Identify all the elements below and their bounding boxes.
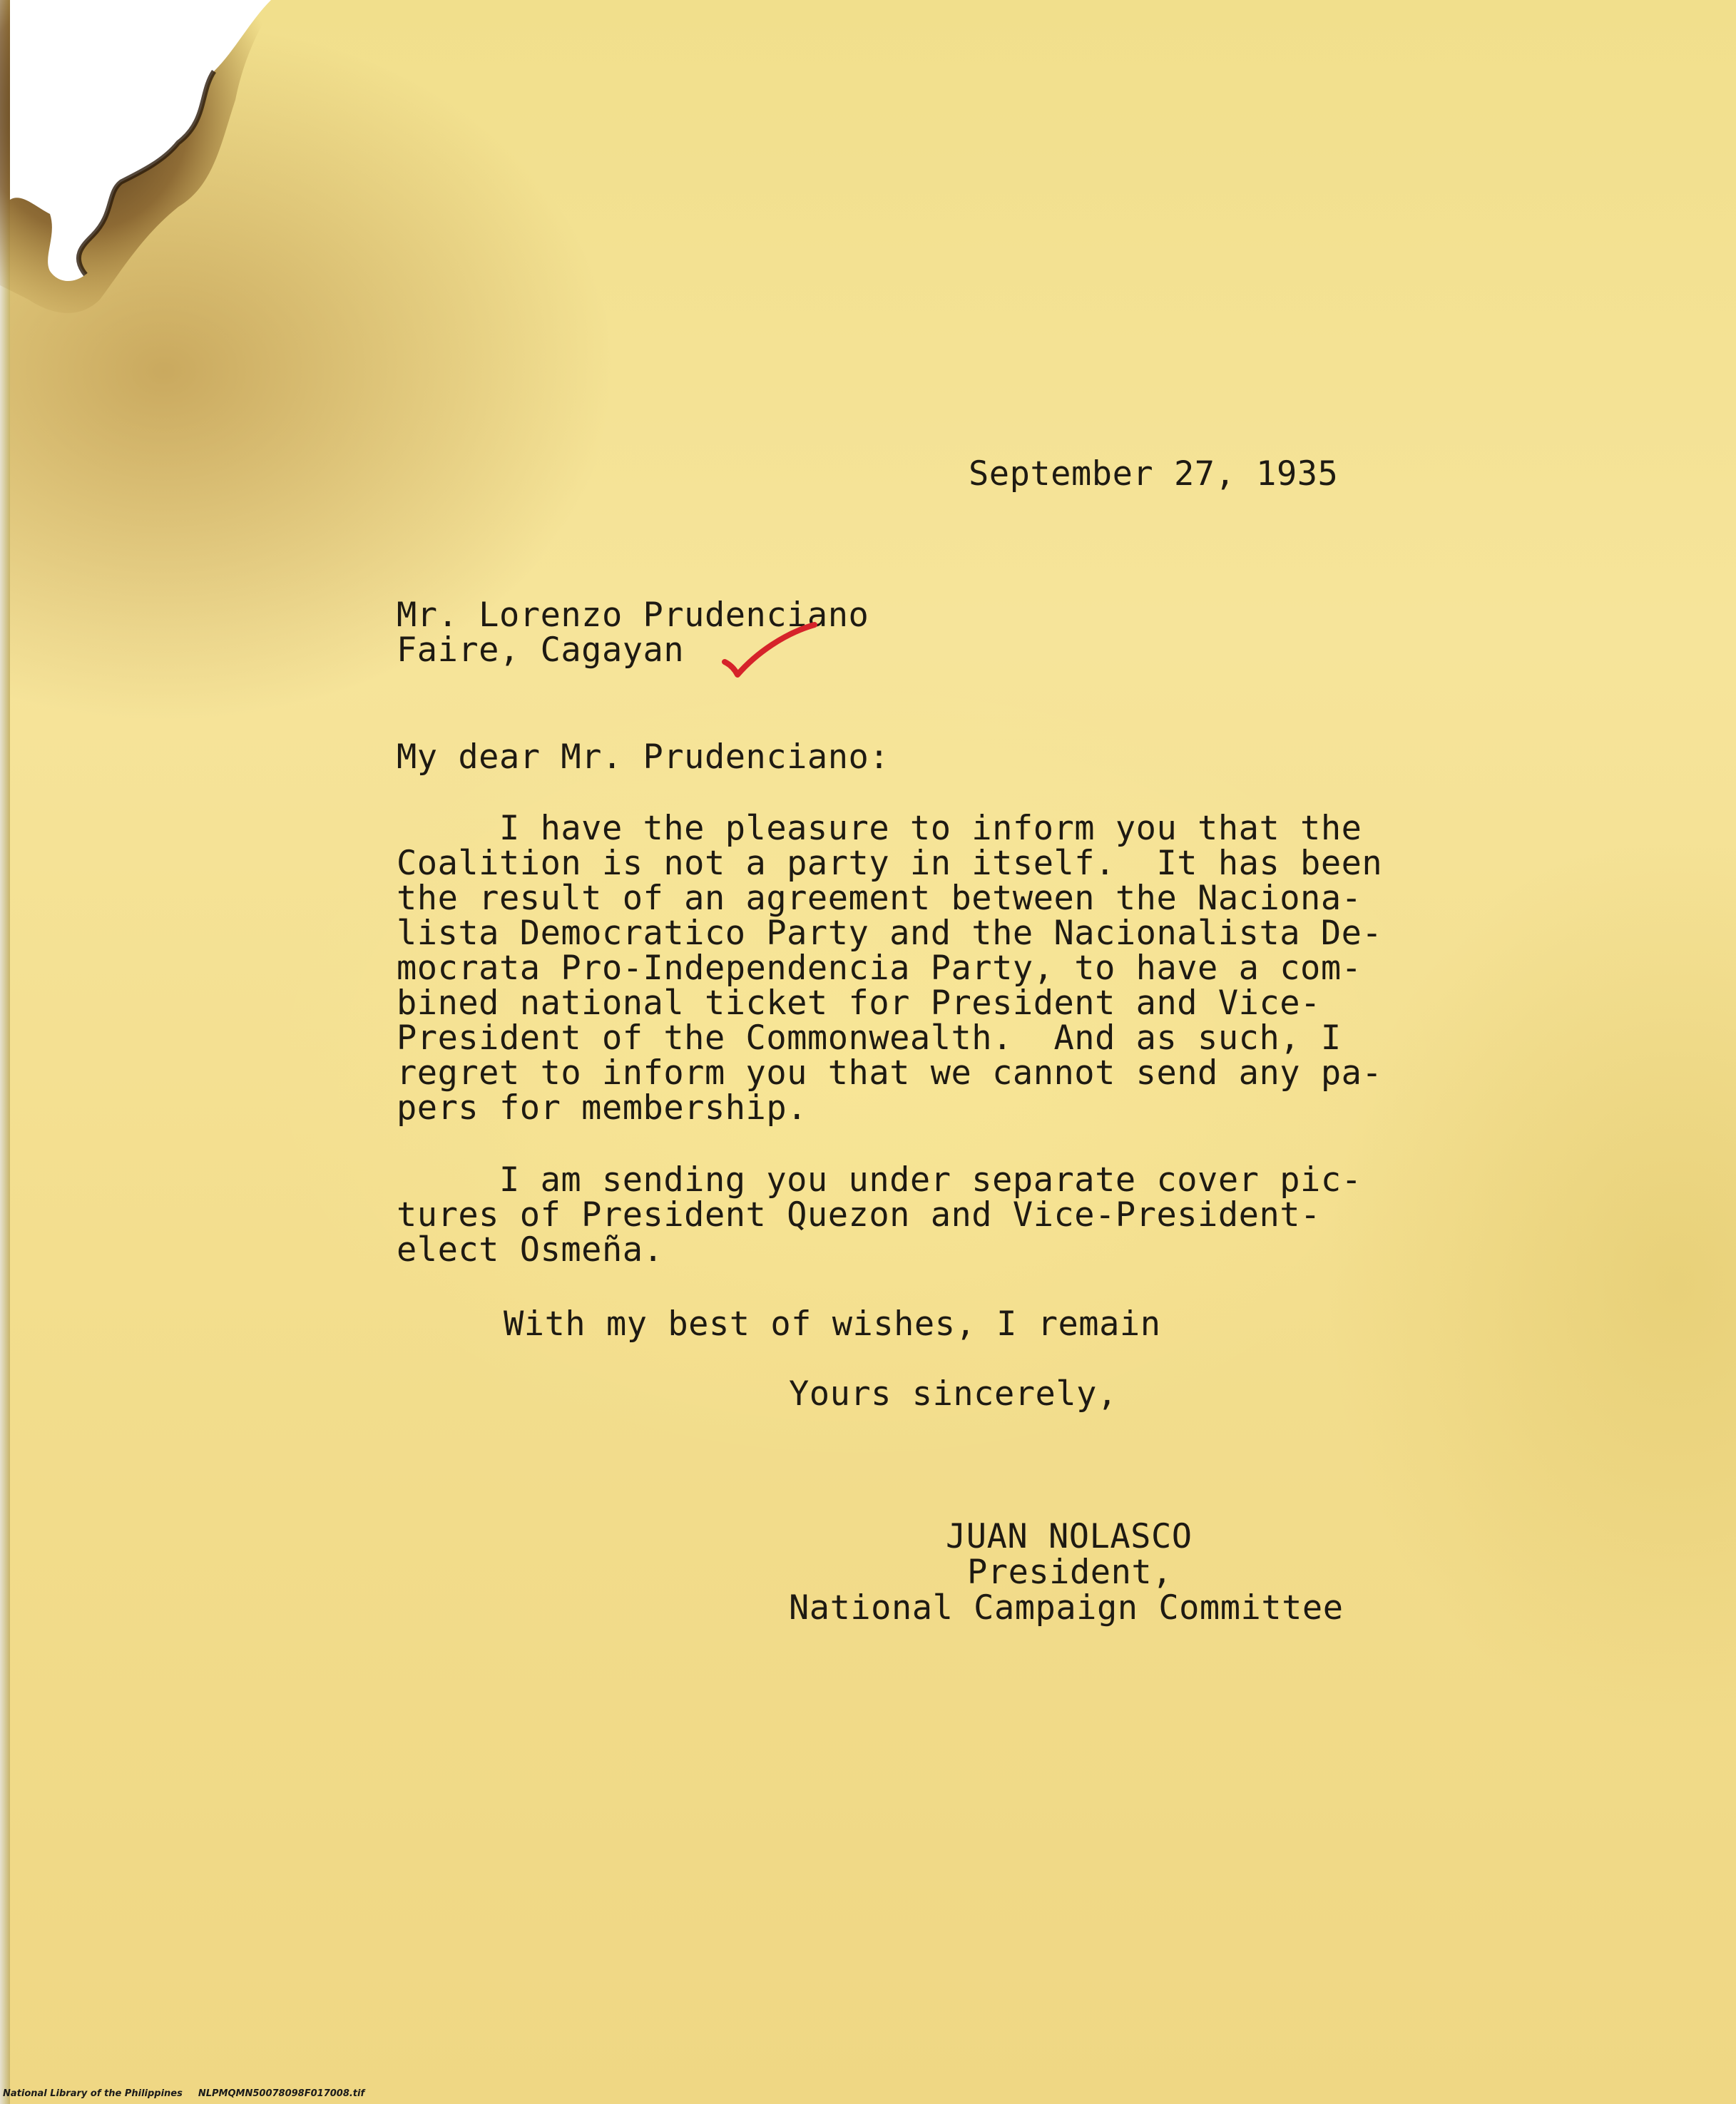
paragraph-1-line-5: mocrata Pro-Independencia Party, to have a com- xyxy=(397,949,1362,988)
paragraph-1-line-9: pers for membership. xyxy=(397,1088,807,1128)
closing-line: With my best of wishes, I remain xyxy=(504,1304,1161,1344)
paragraph-1-line-1: I have the pleasure to inform you that the xyxy=(397,809,1362,848)
paragraph-2-line-2: tures of President Quezon and Vice-President- xyxy=(397,1195,1321,1235)
red-check-mark xyxy=(720,621,820,678)
archive-footer xyxy=(3,2088,380,2099)
paragraph-1-line-6: bined national ticket for President and Vice- xyxy=(397,984,1321,1023)
footer-file-id: NLPMQMN50078098F017008.tif xyxy=(198,2088,365,2099)
paragraph-1-line-3: the result of an agreement between the Naciona- xyxy=(397,879,1362,918)
paragraph-2-line-1: I am sending you under separate cover pic- xyxy=(397,1160,1362,1200)
signer-name: JUAN NOLASCO xyxy=(946,1517,1193,1556)
letter-date: September 27, 1935 xyxy=(969,454,1339,494)
burned-corner-damage xyxy=(0,0,300,328)
paragraph-1-line-2: Coalition is not a party in itself. It has been xyxy=(397,844,1383,883)
recipient-place: Faire, Cagayan xyxy=(397,630,685,670)
paragraph-1-line-8: regret to inform you that we cannot send any pa- xyxy=(397,1053,1383,1093)
signer-organization: National Campaign Committee xyxy=(789,1588,1344,1628)
signer-title: President, xyxy=(967,1553,1173,1592)
paragraph-1-line-4: lista Democratico Party and the Nacionalista De- xyxy=(397,914,1383,953)
paragraph-1-line-7: President of the Commonwealth. And as such, I xyxy=(397,1018,1342,1058)
recipient-name: Mr. Lorenzo Prudenciano xyxy=(397,596,869,635)
paragraph-2-line-3: elect Osmeña. xyxy=(397,1230,664,1270)
valediction: Yours sincerely, xyxy=(789,1374,1118,1414)
footer-institution: National Library of the Philippines xyxy=(3,2088,183,2099)
salutation: My dear Mr. Prudenciano: xyxy=(397,737,890,777)
